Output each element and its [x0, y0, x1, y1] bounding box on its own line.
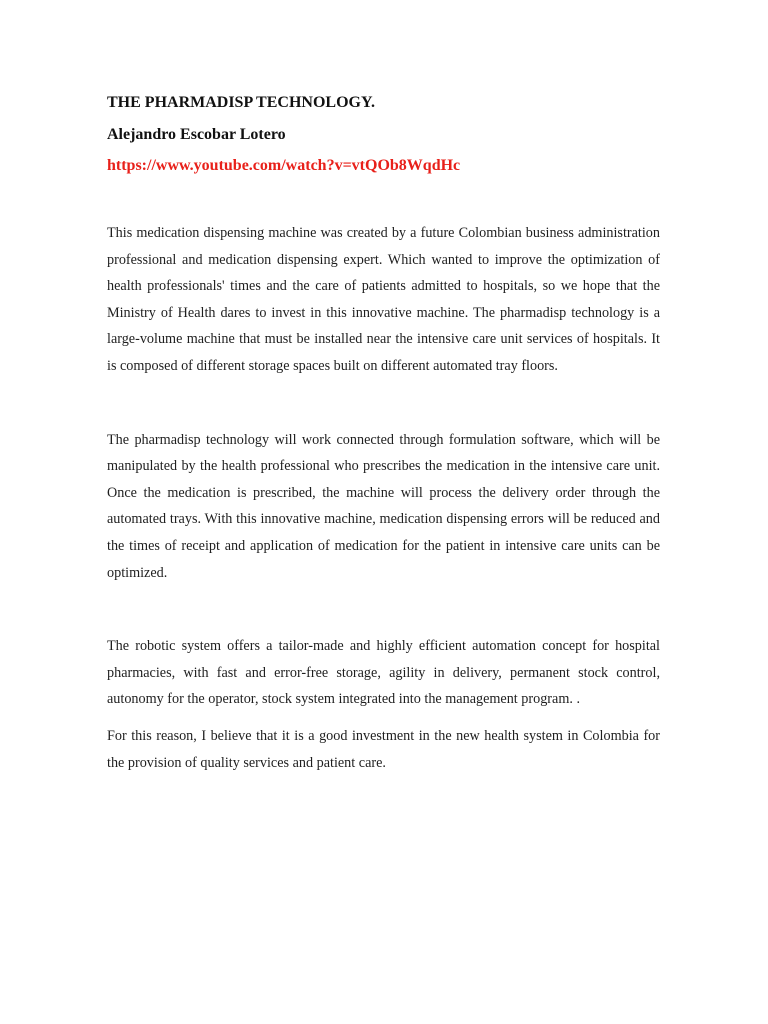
author-name: Alejandro Escobar Lotero [107, 126, 286, 143]
paragraph: For this reason, I believe that it is a good investment in the new health system in Colombia for the provision of quality services and patient care. [107, 727, 660, 771]
document-page [107, 93, 660, 776]
paragraph: The pharmadisp technology will work connected through formulation software, which will be manipulated by the health professional who prescribes the medication in the intensive care unit. Once the medication is prescribed, the machine will process the delivery order through the automated trays. With this innovative machine, medication dispensing errors will be reduced and the times of receipt and application of medication for the patient in intensive care units can be optimized. [107, 431, 660, 581]
document-title: THE PHARMADISP TECHNOLOGY. [107, 94, 376, 111]
paragraph: This medication dispensing machine was created by a future Colombian business administration professional and medication dispensing expert. Which wanted to improve the optimization of health professionals' times and the care of patients admitted to hospitals, so we hope that the Ministry of Health dares to invest in this innovative machine. The pharmadisp technology is a large-volume machine that must be installed near the intensive care unit services of hospitals. It is composed of different storage spaces built on different automated tray floors. [107, 225, 660, 374]
paragraph: The robotic system offers a tailor-made and highly efficient automation concept for hospital pharmacies, with fast and error-free storage, agility in delivery, permanent stock control, autonomy for the operator, stock system integrated into the management program. . [107, 638, 660, 708]
youtube-link[interactable]: https://www.youtube.com/watch?v=vtQOb8WqdHc [107, 157, 461, 174]
